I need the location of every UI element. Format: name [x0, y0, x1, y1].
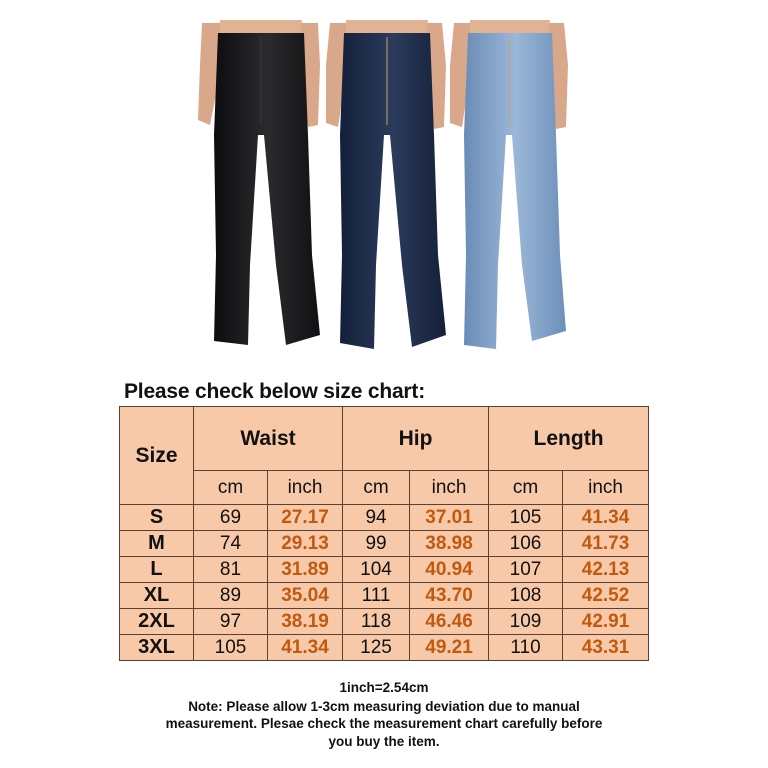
- cm-cell: 99: [343, 531, 410, 557]
- unit-header: inch: [410, 471, 489, 505]
- inch-cell: 40.94: [410, 557, 489, 583]
- note-line-2: measurement. Plesae check the measurement chart carefully before: [165, 716, 603, 731]
- unit-header: cm: [489, 471, 563, 505]
- inch-cell: 43.70: [410, 583, 489, 609]
- inch-cell: 41.73: [563, 531, 649, 557]
- size-label: L: [120, 557, 194, 583]
- inch-cell: 27.17: [268, 505, 343, 531]
- inch-cell: 49.21: [410, 635, 489, 661]
- inch-cell: 41.34: [268, 635, 343, 661]
- unit-header: inch: [268, 471, 343, 505]
- cm-cell: 104: [343, 557, 410, 583]
- waist-header: Waist: [194, 407, 343, 471]
- cm-cell: 94: [343, 505, 410, 531]
- cm-cell: 107: [489, 557, 563, 583]
- size-label: 3XL: [120, 635, 194, 661]
- inch-cell: 46.46: [410, 609, 489, 635]
- size-header: Size: [120, 407, 194, 505]
- cm-cell: 81: [194, 557, 268, 583]
- cm-cell: 125: [343, 635, 410, 661]
- cm-cell: 110: [489, 635, 563, 661]
- size-label: M: [120, 531, 194, 557]
- jeans-photo-icon: [180, 15, 580, 360]
- note-line-1: Note: Please allow 1-3cm measuring deviation due to manual: [188, 699, 580, 714]
- inch-cell: 35.04: [268, 583, 343, 609]
- inch-cell: 42.52: [563, 583, 649, 609]
- inch-cell: 38.19: [268, 609, 343, 635]
- navy-jeans: [326, 20, 446, 349]
- table-row: [120, 583, 649, 609]
- unit-header: cm: [194, 471, 268, 505]
- unit-header: cm: [343, 471, 410, 505]
- hip-header: Hip: [343, 407, 489, 471]
- cm-cell: 69: [194, 505, 268, 531]
- unit-header: inch: [563, 471, 649, 505]
- conversion-note: 1inch=2.54cm: [339, 680, 429, 695]
- cm-cell: 108: [489, 583, 563, 609]
- cm-cell: 97: [194, 609, 268, 635]
- inch-cell: 38.98: [410, 531, 489, 557]
- note-line-3: you buy the item.: [328, 734, 440, 749]
- inch-cell: 31.89: [268, 557, 343, 583]
- length-header: Length: [489, 407, 649, 471]
- inch-cell: 41.34: [563, 505, 649, 531]
- cm-cell: 109: [489, 609, 563, 635]
- cm-cell: 74: [194, 531, 268, 557]
- black-jeans: [198, 20, 320, 345]
- cm-cell: 89: [194, 583, 268, 609]
- inch-cell: 29.13: [268, 531, 343, 557]
- cm-cell: 118: [343, 609, 410, 635]
- table-row: [120, 609, 649, 635]
- cm-cell: 105: [489, 505, 563, 531]
- table-row: [120, 531, 649, 557]
- table-row: [120, 635, 649, 661]
- size-chart-table: [119, 406, 649, 661]
- cm-cell: 111: [343, 583, 410, 609]
- inch-cell: 42.91: [563, 609, 649, 635]
- inch-cell: 43.31: [563, 635, 649, 661]
- table-row: [120, 505, 649, 531]
- inch-cell: 42.13: [563, 557, 649, 583]
- cm-cell: 105: [194, 635, 268, 661]
- cm-cell: 106: [489, 531, 563, 557]
- size-label: XL: [120, 583, 194, 609]
- size-chart-title: Please check below size chart:: [124, 380, 425, 403]
- size-label: S: [120, 505, 194, 531]
- inch-cell: 37.01: [410, 505, 489, 531]
- light-blue-jeans: [450, 20, 568, 349]
- size-label: 2XL: [120, 609, 194, 635]
- table-row: [120, 557, 649, 583]
